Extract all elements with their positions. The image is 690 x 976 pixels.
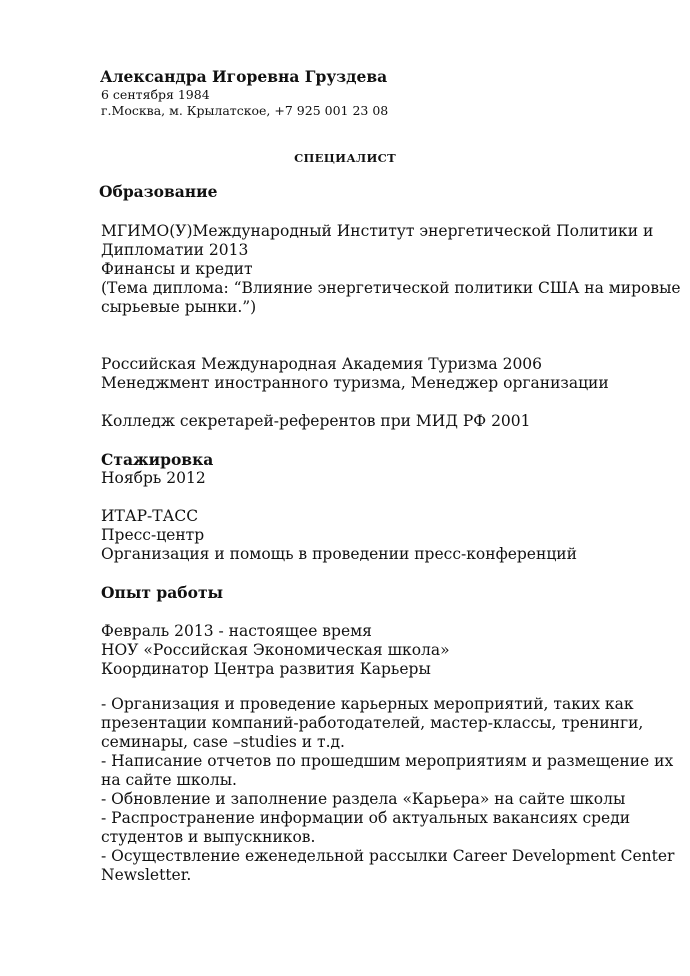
- contact-info: г.Москва, м. Крылатское, +7 925 001 23 08: [101, 103, 389, 118]
- duty-item: - Распространение информации об актуальных вакансиях среди студентов и выпускников.: [101, 809, 631, 846]
- duty-item: - Осуществление еженедельной рассылки Career Development Center Newsletter.: [101, 847, 675, 884]
- education-line: Российская Международная Академия Туризма 2006: [101, 355, 543, 373]
- experience-heading: Опыт работы: [101, 583, 224, 602]
- internship-line: Ноябрь 2012: [101, 469, 206, 487]
- education-line: Колледж секретарей-референтов при МИД РФ 2001: [101, 412, 531, 430]
- education-line: МГИМО(У)Международный Институт энергетической Политики и: [101, 222, 654, 240]
- experience-line: Февраль 2013 - настоящее время: [101, 622, 372, 640]
- duty-item: - Написание отчетов по прошедшим мероприятиям и размещение их на сайте школы.: [101, 752, 674, 789]
- position-title: СПЕЦИАЛИСТ: [294, 151, 396, 165]
- education-line: Финансы и кредит: [101, 260, 253, 278]
- duty-item: - Организация и проведение карьерных мероприятий, таких как презентации компаний-работодателей, мастер-классы, тренинги, семинары, case –studies и т.д.: [101, 695, 644, 751]
- birth-date: 6 сентября 1984: [101, 87, 210, 102]
- education-line: Дипломатии 2013: [101, 241, 249, 259]
- internship-line: ИТАР-ТАСС: [101, 507, 199, 525]
- education-line: (Тема диплома: “Влияние энергетической политики США на мировые: [101, 279, 681, 297]
- internship-line: Пресс-центр: [101, 526, 205, 544]
- internship-heading: Стажировка: [101, 450, 214, 469]
- experience-line: НОУ «Российская Экономическая школа»: [101, 641, 450, 659]
- education-line: Менеджмент иностранного туризма, Менеджер организации: [101, 374, 609, 392]
- education-line: сырьевые рынки.”): [101, 298, 257, 316]
- candidate-name: Александра Игоревна Груздева: [100, 67, 388, 86]
- experience-line: Координатор Центра развития Карьеры: [101, 660, 431, 678]
- education-heading: Образование: [99, 182, 218, 201]
- duty-item: - Обновление и заполнение раздела «Карьера» на сайте школы: [101, 790, 626, 808]
- duties-list: [101, 695, 686, 885]
- internship-line: Организация и помощь в проведении пресс-конференций: [101, 545, 577, 563]
